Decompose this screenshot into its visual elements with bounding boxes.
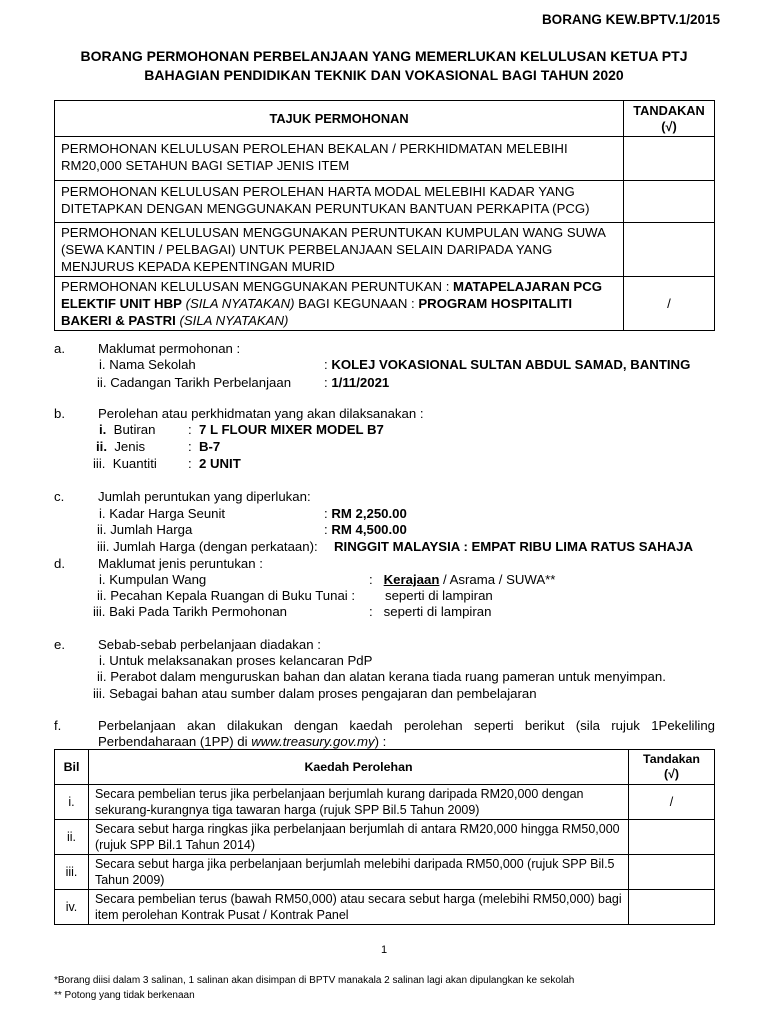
expense-date-value: : 1/11/2021 — [324, 375, 390, 390]
application-row-mark[interactable] — [624, 137, 715, 181]
item-type-row: ii. Jenis — [96, 439, 146, 454]
method-table-header — [55, 750, 715, 785]
section-c-letter: c. — [54, 489, 65, 504]
item-detail-row: i. Butiran — [99, 422, 156, 437]
total-price-value: : RM 4,500.00 — [324, 522, 407, 537]
item-quantity-row: iii. Kuantiti — [93, 456, 157, 471]
method-row-mark[interactable] — [629, 855, 715, 890]
method-row — [55, 890, 715, 925]
allocation-prefix: PERMOHONAN KELULUSAN MENGGUNAKAN PERUNTUKAN : — [61, 279, 454, 294]
header-method: Kaedah Perolehan — [88, 750, 628, 785]
section-f-letter: f. — [54, 718, 62, 733]
allocation-hint: (SILA NYATAKAN) — [185, 296, 295, 311]
application-row-mark[interactable]: / — [624, 277, 715, 331]
expense-date-label: ii. Cadangan Tarikh Perbelanjaan — [97, 375, 292, 390]
section-e-letter: e. — [54, 637, 65, 652]
reason-item: iii. Sebagai bahan atau sumber dalam proses pengajaran dan pembelajaran — [93, 686, 537, 701]
application-row-text — [55, 277, 624, 331]
header-mark — [624, 101, 715, 137]
treasury-link[interactable]: www.treasury.gov.my — [251, 734, 375, 749]
footnote-copies: *Borang diisi dalam 3 salinan, 1 salinan akan disimpan di BPTV manakala 2 salinan lagi akan dipulangkan ke sekolah — [54, 975, 575, 986]
method-row-text: Secara pembelian terus jika perbelanjaan berjumlah kurang daripada RM20,000 dengan sekurang-kurangnya tiga tawaran harga (rujuk SPP Bil.5 Tahun 2009) — [88, 785, 628, 820]
application-row — [55, 223, 715, 277]
method-row-number: i. — [55, 785, 89, 820]
method-row-text: Secara sebut harga jika perbelanjaan berjumlah melebihi daripada RM50,000 (rujuk SPP Bil.5 Tahun 2009) — [88, 855, 628, 890]
application-row-mark[interactable] — [624, 181, 715, 223]
method-row — [55, 855, 715, 890]
unit-price-label: i. Kadar Harga Seunit — [99, 506, 226, 521]
method-row-mark[interactable]: / — [629, 785, 715, 820]
header-mark-symbol: (√) — [661, 118, 677, 134]
method-row — [55, 785, 715, 820]
footnote-strike: ** Potong yang tidak berkenaan — [54, 990, 195, 1001]
item-quantity-value: : 2 UNIT — [188, 456, 241, 471]
unit-price-value: : RM 2,250.00 — [324, 506, 407, 521]
section-c-heading: Jumlah peruntukan yang diperlukan: — [98, 489, 311, 504]
method-row-number: iv. — [55, 890, 89, 925]
section-b-heading: Perolehan atau perkhidmatan yang akan dilaksanakan : — [98, 406, 424, 421]
form-title-line2: BAHAGIAN PENDIDIKAN TEKNIK DAN VOKASIONAL BAGI TAHUN 2020 — [144, 67, 624, 83]
header-mark-symbol: (√) — [663, 767, 680, 781]
application-table-header — [55, 101, 715, 137]
balance-label: iii. Baki Pada Tarikh Permohonan — [93, 604, 288, 619]
fund-type-options: / Asrama / SUWA** — [439, 572, 556, 587]
fund-type-value: : Kerajaan / Asrama / SUWA** — [369, 572, 556, 587]
section-f-line2: Perbendaharaan (1PP) di www.treasury.gov.my) : — [98, 734, 387, 749]
method-row-text: Secara pembelian terus (bawah RM50,000) atau secara sebut harga (melebihi RM50,000) bagi item perolehan Kontrak Pusat / Kontrak Panel — [88, 890, 628, 925]
usage-program: PROGRAM HOSPITALITI BAKERI & PASTRI — [61, 296, 572, 328]
application-row — [55, 277, 715, 331]
section-a-letter: a. — [54, 341, 65, 356]
allocation-subject: MATAPELAJARAN PCG ELEKTIF UNIT HBP — [61, 279, 603, 311]
section-d-heading: Maklumat jenis peruntukan : — [98, 556, 263, 571]
section-f-line1: Perbelanjaan akan dilakukan dengan kaedah perolehan seperti berikut (sila rujuk 1Pekeliling — [98, 718, 715, 733]
reason-item: ii. Perabot dalam menguruskan bahan dan alatan kerana tiada ruang pameran untuk menyimpan. — [97, 669, 666, 684]
procurement-method-table — [54, 749, 715, 925]
application-row-text: PERMOHONAN KELULUSAN PEROLEHAN BEKALAN / PERKHIDMATAN MELEBIHI RM20,000 SETAHUN BAGI SETIAP JENIS ITEM — [55, 137, 624, 181]
method-row-number: iii. — [55, 855, 89, 890]
method-row-text: Secara sebut harga ringkas jika perbelanjaan berjumlah di antara RM20,000 hingga RM50,000 (rujuk SPP Bil.1 Tahun 2014) — [88, 820, 628, 855]
section-a-heading: Maklumat permohonan : — [98, 341, 241, 356]
page-number: 1 — [380, 944, 388, 956]
application-row-text: PERMOHONAN KELULUSAN PEROLEHAN HARTA MODAL MELEBIHI KADAR YANG DITETAPKAN DENGAN MENGGUNAKAN PERUNTUKAN BANTUAN PERKAPITA (PCG) — [55, 181, 624, 223]
cash-book-label: ii. Pecahan Kepala Ruangan di Buku Tunai : — [97, 588, 356, 603]
header-application-title: TAJUK PERMOHONAN — [55, 101, 624, 137]
item-type-value: : B-7 — [188, 439, 221, 454]
form-title-line1: BORANG PERMOHONAN PERBELANJAAN YANG MEMERLUKAN KELULUSAN KETUA PTJ — [80, 48, 688, 64]
method-row-mark[interactable] — [629, 890, 715, 925]
application-row-mark[interactable] — [624, 223, 715, 277]
application-row — [55, 181, 715, 223]
section-d-letter: d. — [54, 556, 65, 571]
header-mark-label: Tandakan — [643, 752, 700, 766]
application-table — [54, 100, 715, 331]
cash-book-value: seperti di lampiran — [385, 588, 493, 603]
header-bil: Bil — [55, 750, 89, 785]
reason-item: i. Untuk melaksanakan proses kelancaran PdP — [99, 653, 373, 668]
section-e-heading: Sebab-sebab perbelanjaan diadakan : — [98, 637, 321, 652]
balance-value: : seperti di lampiran — [369, 604, 492, 619]
total-words-value: RINGGIT MALAYSIA : EMPAT RIBU LIMA RATUS SAHAJA — [334, 539, 693, 554]
school-name-value: : KOLEJ VOKASIONAL SULTAN ABDUL SAMAD, BANTING — [324, 357, 691, 372]
application-row-text: PERMOHONAN KELULUSAN MENGGUNAKAN PERUNTUKAN KUMPULAN WANG SUWA (SEWA KANTIN / PELBAGAI) UNTUK PERBELANJAAN SELAIN DARIPADA YANG MENJURUS KEPADA KEPENTINGAN MURID — [55, 223, 624, 277]
method-row — [55, 820, 715, 855]
section-b-letter: b. — [54, 406, 65, 421]
header-mark — [629, 750, 715, 785]
fund-type-label: i. Kumpulan Wang — [99, 572, 207, 587]
method-row-mark[interactable] — [629, 820, 715, 855]
usage-hint: (SILA NYATAKAN) — [179, 313, 289, 328]
total-price-label: ii. Jumlah Harga — [97, 522, 193, 537]
total-words-label: iii. Jumlah Harga (dengan perkataan): — [97, 539, 318, 554]
fund-type-selected: Kerajaan — [383, 572, 440, 587]
form-code: BORANG KEW.BPTV.1/2015 — [541, 12, 720, 27]
school-name-label: i. Nama Sekolah — [99, 357, 196, 372]
application-row — [55, 137, 715, 181]
usage-prefix: BAGI KEGUNAAN : — [294, 296, 419, 311]
item-detail-value: : 7 L FLOUR MIXER MODEL B7 — [188, 422, 384, 437]
header-mark-label: TANDAKAN — [633, 102, 705, 118]
method-row-number: ii. — [55, 820, 89, 855]
